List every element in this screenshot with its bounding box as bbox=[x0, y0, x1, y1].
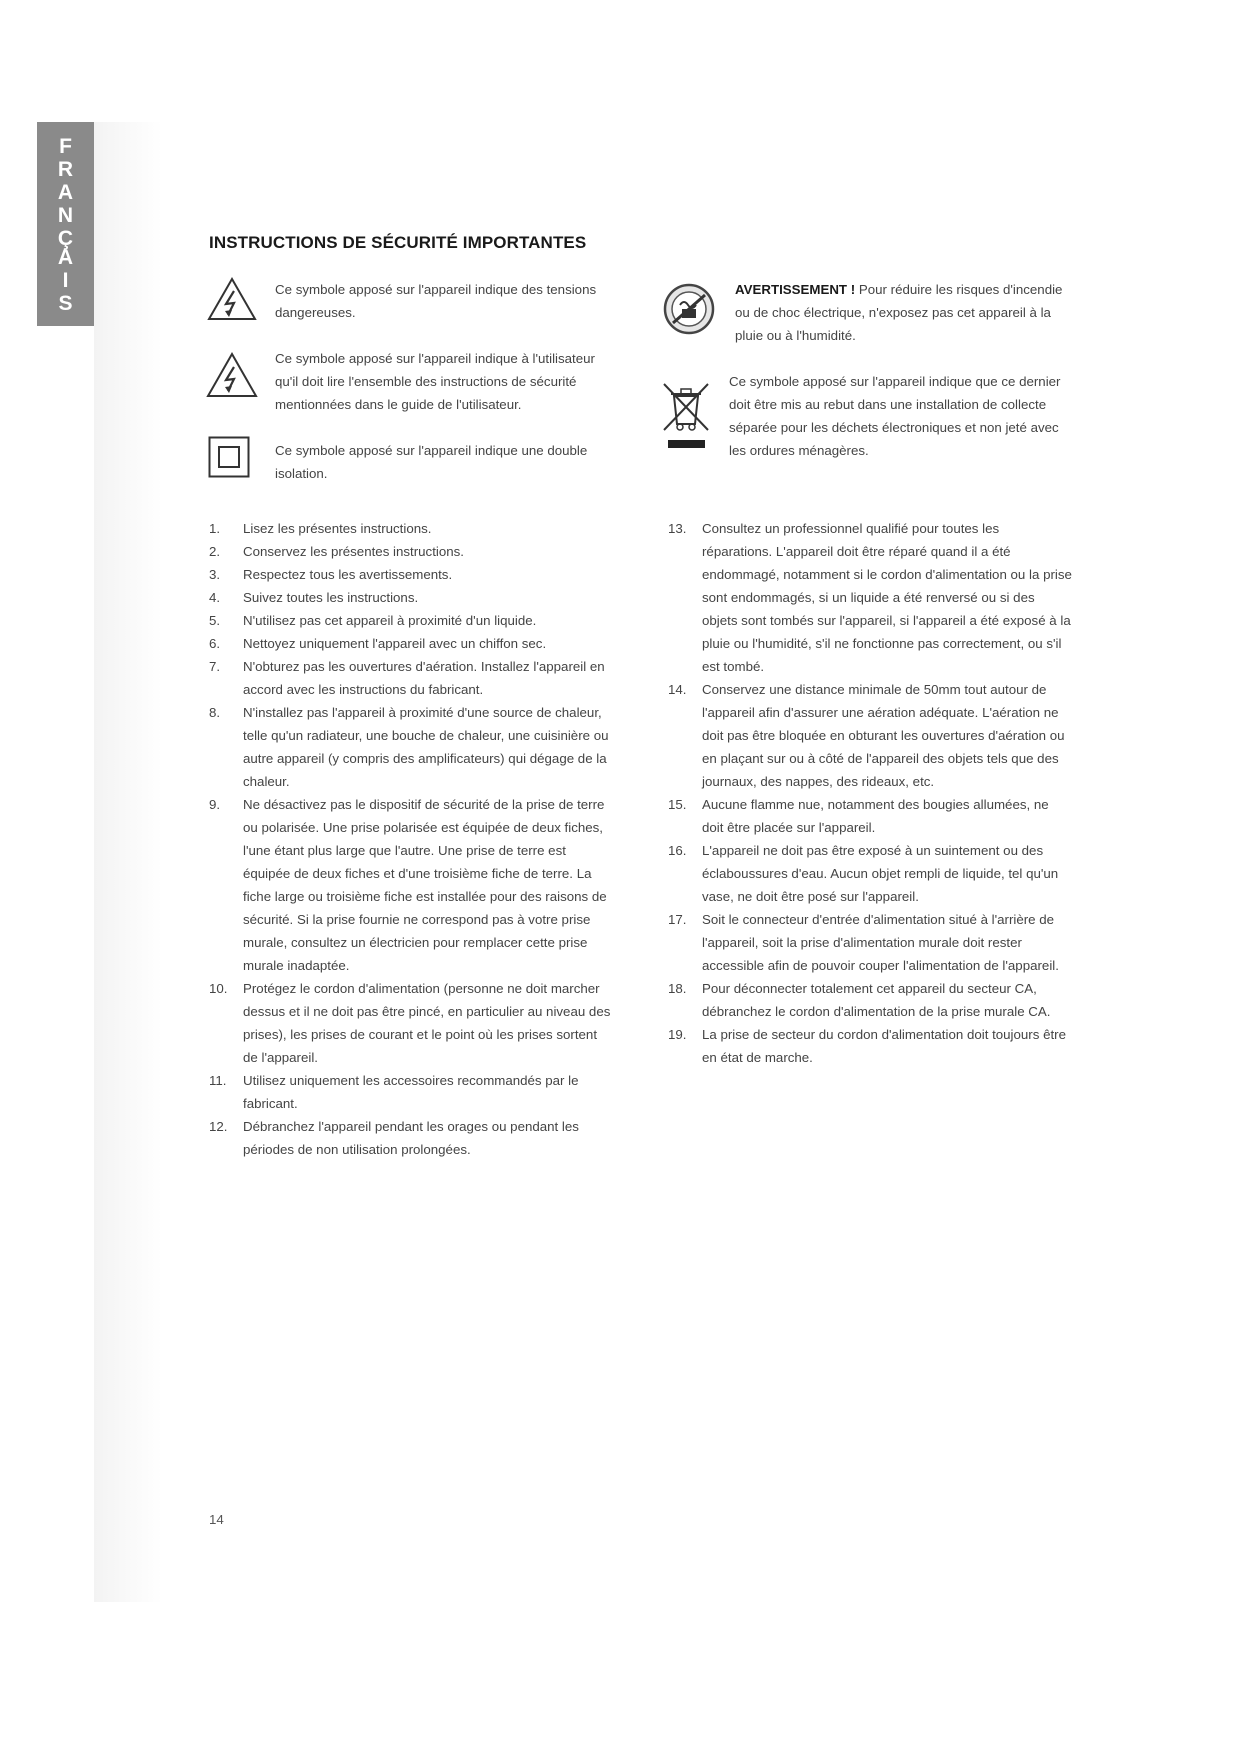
list-item-number: 10. bbox=[209, 981, 228, 996]
list-item-number: 19. bbox=[668, 1027, 687, 1042]
list-item-number: 13. bbox=[668, 521, 687, 536]
symbol-double-insulation-text: Ce symbole apposé sur l'appareil indique une double isolation. bbox=[275, 443, 588, 481]
language-tab-letter: Ç bbox=[57, 227, 74, 250]
list-item bbox=[668, 908, 1072, 977]
list-item-number: 3. bbox=[209, 567, 221, 582]
list-item bbox=[209, 701, 611, 793]
language-tab bbox=[37, 122, 94, 326]
list-item-text: N'installez pas l'appareil à proximité d'une source de chaleur, telle qu'un radiateur, une bouche de chaleur, une cuisinière ou autre appareil (y compris des amplificateurs) qui dégage de la chaleur. bbox=[243, 705, 609, 789]
list-item-text: L'appareil ne doit pas être exposé à un suintement ou des éclaboussures d'eau. Aucun objet rempli de liquide, tel qu'un vase, ne doit être posé sur l'appareil. bbox=[702, 843, 1059, 904]
list-item bbox=[668, 517, 1072, 678]
list-item-text: Soit le connecteur d'entrée d'alimentation situé à l'arrière de l'appareil, soit la prise d'alimentation murale doit rester accessible afin de pouvoir couper l'alimentation de l'appareil. bbox=[702, 912, 1059, 973]
instructions-list-left bbox=[209, 517, 611, 1161]
list-item-number: 15. bbox=[668, 797, 687, 812]
list-item-text: Ne désactivez pas le dispositif de sécurité de la prise de terre ou polarisée. Une prise polarisée est équipée de deux fiches, l'une étant plus large que l'autre. Une prise de terre est équipée de deux fiches et d'une troisième fiche de terre. La fiche large ou troisième fiche est installée pour des raisons de sécurité. Si la prise fournie ne correspond pas à votre prise murale, consultez un électricien pour remplacer cette prise murale inadaptée. bbox=[243, 797, 607, 973]
language-tab-letter: F bbox=[59, 135, 72, 158]
list-item-number: 8. bbox=[209, 705, 221, 720]
instructions-list-right bbox=[668, 517, 1072, 1069]
list-item bbox=[209, 793, 611, 977]
page-number: 14 bbox=[209, 1512, 224, 1527]
symbol-read-instructions-text: Ce symbole apposé sur l'appareil indique à l'utilisateur qu'il doit lire l'ensemble des instructions de sécurité mentionnées dans le guide de l'utilisateur. bbox=[275, 351, 595, 412]
list-item-text: Aucune flamme nue, notamment des bougies allumées, ne doit être placée sur l'appareil. bbox=[702, 797, 1049, 835]
list-item-number: 16. bbox=[668, 843, 687, 858]
exclamation-triangle-icon bbox=[206, 352, 258, 403]
lightning-triangle-icon bbox=[207, 277, 257, 326]
list-item bbox=[668, 793, 1072, 839]
warning-body: Pour réduire les risques d'incendie ou de choc électrique, n'exposez pas cet appareil à la pluie ou à l'humidité. bbox=[735, 282, 1063, 343]
list-item-text: La prise de secteur du cordon d'alimentation doit toujours être en état de marche. bbox=[702, 1027, 1066, 1065]
list-item-number: 1. bbox=[209, 521, 221, 536]
language-tab-letter: A bbox=[57, 181, 74, 204]
warning-label: AVERTISSEMENT ! bbox=[735, 282, 856, 297]
list-item bbox=[209, 540, 611, 563]
page-title: INSTRUCTIONS DE SÉCURITÉ IMPORTANTES bbox=[209, 233, 587, 252]
list-item bbox=[668, 1023, 1072, 1069]
list-item-number: 14. bbox=[668, 682, 687, 697]
list-item-number: 9. bbox=[209, 797, 221, 812]
symbol-lightning-text: Ce symbole apposé sur l'appareil indique des tensions dangereuses. bbox=[275, 282, 597, 320]
list-item-text: Pour déconnecter totalement cet appareil du secteur CA, débranchez le cordon d'alimentation de la prise murale CA. bbox=[702, 981, 1051, 1019]
list-item-text: Suivez toutes les instructions. bbox=[243, 590, 419, 605]
list-item bbox=[668, 977, 1072, 1023]
list-item-text: Débranchez l'appareil pendant les orages ou pendant les périodes de non utilisation prolongées. bbox=[243, 1119, 579, 1157]
no-water-icon bbox=[663, 283, 715, 340]
list-item-number: 4. bbox=[209, 590, 221, 605]
list-item bbox=[209, 655, 611, 701]
language-tab-letter: R bbox=[57, 158, 74, 181]
double-square-icon bbox=[208, 436, 250, 483]
list-item-number: 17. bbox=[668, 912, 687, 927]
list-item bbox=[209, 1069, 611, 1115]
language-tab-letter: N bbox=[57, 204, 74, 227]
language-strip-shadow bbox=[94, 122, 162, 1602]
list-item bbox=[209, 517, 611, 540]
language-tab-letter: A bbox=[57, 246, 74, 269]
list-item-text: Consultez un professionnel qualifié pour toutes les réparations. L'appareil doit être réparé quand il a été endommagé, notamment si le cordon d'alimentation ou la prise sont endommagés, si un liquide a été renversé ou si des objets sont tombés sur l'appareil, si l'appareil a été exposé à la pluie ou l'humidité, s'il ne fonctionne pas correctement, ou s'il est tombé. bbox=[702, 521, 1072, 674]
list-item-text: Protégez le cordon d'alimentation (personne ne doit marcher dessus et il ne doit pas être pincé, en particulier au niveau des prises), les prises de courant et le point où les prises sortent de l'appareil. bbox=[243, 981, 611, 1065]
list-item-text: Utilisez uniquement les accessoires recommandés par le fabricant. bbox=[243, 1073, 579, 1111]
list-item-text: N'utilisez pas cet appareil à proximité d'un liquide. bbox=[243, 613, 537, 628]
list-item-number: 2. bbox=[209, 544, 221, 559]
list-item bbox=[209, 1115, 611, 1161]
list-item-text: Nettoyez uniquement l'appareil avec un chiffon sec. bbox=[243, 636, 547, 651]
list-item bbox=[209, 586, 611, 609]
list-item-text: Conservez une distance minimale de 50mm tout autour de l'appareil afin d'assurer une aération adéquate. L'aération ne doit pas être bloquée en obturant les ouvertures d'aération ou en plaçant sur ou à côté de l'appareil des objets tels que des journaux, des nappes, des rideaux, etc. bbox=[702, 682, 1065, 789]
list-item bbox=[209, 563, 611, 586]
list-item-text: N'obturez pas les ouvertures d'aération. Installez l'appareil en accord avec les instructions du fabricant. bbox=[243, 659, 605, 697]
symbol-weee-text: Ce symbole apposé sur l'appareil indique que ce dernier doit être mis au rebut dans une installation de collecte séparée pour les déchets électroniques et non jeté avec les ordures ménagères. bbox=[729, 374, 1061, 458]
list-item bbox=[209, 977, 611, 1069]
list-item bbox=[209, 632, 611, 655]
list-item-text: Lisez les présentes instructions. bbox=[243, 521, 432, 536]
symbol-warning-text bbox=[735, 278, 1065, 347]
language-tab-letter: I bbox=[62, 269, 69, 292]
list-item-text: Conservez les présentes instructions. bbox=[243, 544, 464, 559]
list-item-number: 5. bbox=[209, 613, 221, 628]
crossed-bin-icon bbox=[661, 380, 711, 457]
list-item bbox=[209, 609, 611, 632]
list-item-number: 11. bbox=[209, 1073, 227, 1088]
list-item-number: 12. bbox=[209, 1119, 228, 1134]
list-item-number: 6. bbox=[209, 636, 221, 651]
list-item-text: Respectez tous les avertissements. bbox=[243, 567, 453, 582]
list-item bbox=[668, 839, 1072, 908]
list-item-number: 18. bbox=[668, 981, 687, 996]
language-tab-letter: S bbox=[58, 292, 73, 315]
list-item-number: 7. bbox=[209, 659, 221, 674]
list-item bbox=[668, 678, 1072, 793]
